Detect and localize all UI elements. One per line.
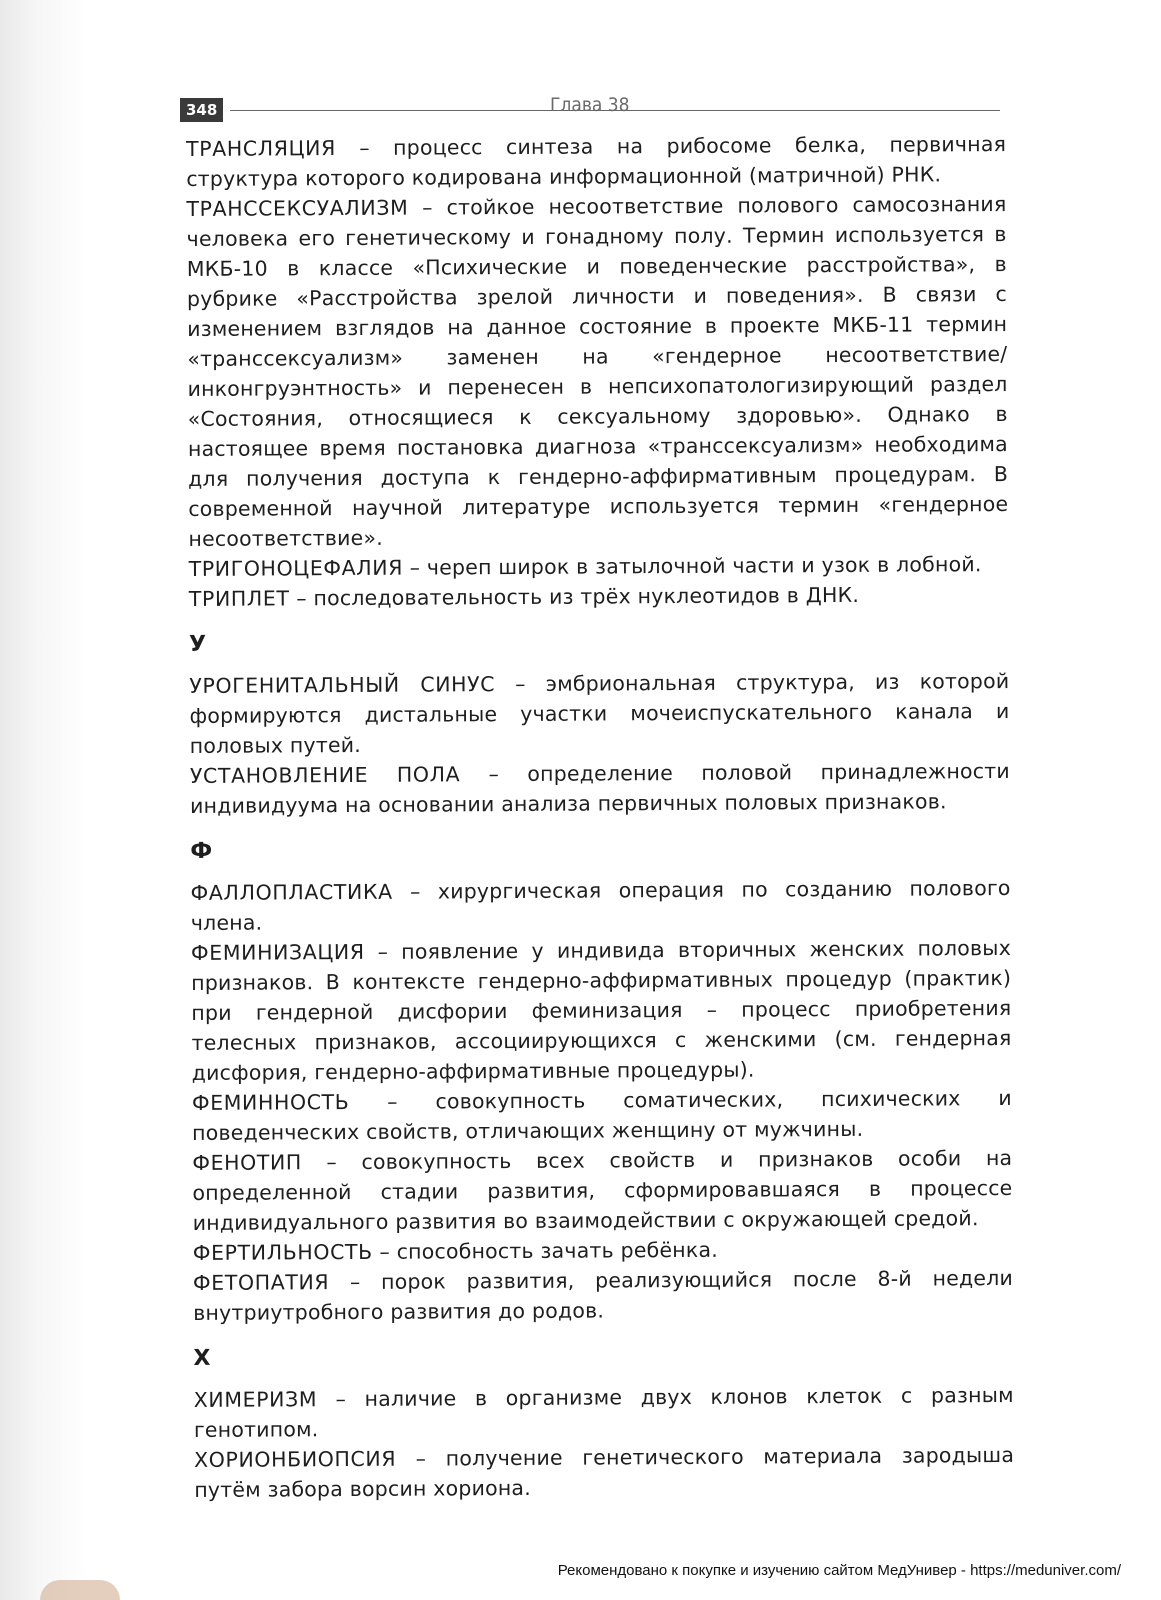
entry-definition: – процесс синтеза на рибосоме белка, первичная структура которого кодирована информационной (матричной) РНК. bbox=[186, 131, 1007, 191]
footer-watermark: Рекомендовано к покупке и изучению сайтом МедУнивер - https://meduniver.com/ bbox=[557, 1562, 1121, 1579]
page-header bbox=[180, 94, 1000, 128]
entry-definition: – порок развития, реализующийся после 8-й недели внутриутробного развития до родов. bbox=[193, 1265, 1014, 1325]
glossary-entry bbox=[193, 1263, 1013, 1328]
glossary-section-f bbox=[190, 834, 1013, 1328]
entry-definition: – хирургическая операция по созданию полового члена. bbox=[190, 875, 1011, 935]
entry-term: ТРИГОНОЦЕФАЛИЯ bbox=[188, 555, 404, 581]
entry-term: ХИМЕРИЗМ bbox=[193, 1387, 318, 1412]
entry-definition: – череп широк в затылочной части и узок в лобной. bbox=[402, 552, 982, 580]
entry-definition: – совокупность соматических, психических и поведенческих свойств, отличающих женщину от мужчины. bbox=[192, 1085, 1012, 1145]
entry-term: ФАЛЛОПЛАСТИКА bbox=[190, 879, 393, 905]
entry-term: ФЕМИННОСТЬ bbox=[191, 1090, 350, 1115]
glossary-entry bbox=[186, 129, 1006, 194]
glossary-section-u bbox=[189, 627, 1010, 821]
entry-definition: – стойкое несоответствие полового самосознания человека его генетическому и гонадному полу. Термин используется в МКБ-10 в классе «Психические и поведенческие расстройства», в рубрике «Расстройства зрелой личности и поведения». В связи с изменением взглядов на данное состояние в проекте МКБ-11 термин «транссексуализм» заменен на «гендерное несоответствие/инконгруэнтность» и перенесен в непсихопатологизирующий раздел «Состояния, относящиеся к сексуальному здоровью». Однако в настоящее время постановка диагноза «транссексуализм» необходима для получения доступа к гендерно-аффирмативным процедурам. В современной научной литературе используется термин «гендерное несоответствие». bbox=[186, 191, 1009, 551]
section-letter: У bbox=[189, 631, 207, 657]
glossary-entry bbox=[194, 1440, 1014, 1505]
entry-definition: – получение генетического материала зародыша путём забора ворсин хориона. bbox=[194, 1442, 1015, 1502]
glossary-entry bbox=[190, 756, 1010, 821]
glossary-entry bbox=[192, 1143, 1013, 1238]
entry-term: ТРАНСЛЯЦИЯ bbox=[186, 136, 336, 161]
page-number: 348 bbox=[180, 98, 223, 122]
glossary-entry bbox=[189, 579, 1009, 614]
glossary-entry bbox=[186, 189, 1008, 554]
entry-definition: – определение половой принадлежности индивидуума на основании анализа первичных половых признаков. bbox=[190, 758, 1010, 818]
entry-term: ТРИПЛЕТ bbox=[188, 586, 290, 611]
entry-term: ФЕТОПАТИЯ bbox=[192, 1270, 330, 1295]
glossary-content bbox=[186, 129, 1014, 1505]
glossary-section-h bbox=[193, 1341, 1014, 1505]
glossary-entry bbox=[192, 1083, 1012, 1148]
glossary-entries-intro bbox=[186, 129, 1009, 614]
entry-definition: – способность зачать ребёнка. bbox=[372, 1237, 718, 1264]
entry-definition: – последовательность из трёх нуклеотидов в ДНК. bbox=[289, 582, 860, 611]
entry-term: ТРАНССЕКСУАЛИЗМ bbox=[186, 195, 409, 221]
entry-term: УСТАНОВЛЕНИЕ ПОЛА bbox=[189, 762, 461, 788]
glossary-entry bbox=[191, 873, 1011, 938]
glossary-entry bbox=[189, 549, 1009, 584]
entry-term: ФЕРТИЛЬНОСТЬ bbox=[192, 1239, 373, 1265]
entry-term: УРОГЕНИТАЛЬНЫЙ СИНУС bbox=[189, 672, 496, 698]
entry-term: ХОРИОНБИОПСИЯ bbox=[194, 1446, 397, 1472]
glossary-entry bbox=[194, 1380, 1014, 1445]
entry-term: ФЕНОТИП bbox=[192, 1150, 302, 1175]
glossary-entry bbox=[191, 933, 1012, 1088]
entry-definition: – появление у индивида вторичных женских половых признаков. В контексте гендерно-аффирмативных процедур (практик) при гендерной дисфории феминизация – процесс приобретения телесных признаков, ассоциирующихся с женскими (см. гендерная дисфория, гендерно-аффирмативные процедуры). bbox=[191, 935, 1012, 1085]
entry-definition: – совокупность всех свойств и признаков особи на определенной стадии развития, сформировавшаяся в процессе индивидуального развития во взаимодействии с окружающей средой. bbox=[192, 1145, 1013, 1235]
section-letter: Х bbox=[193, 1345, 211, 1371]
section-letter: Ф bbox=[190, 838, 213, 864]
chapter-title: Глава 38 bbox=[550, 94, 630, 116]
glossary-entry bbox=[189, 666, 1010, 761]
entry-term: ФЕМИНИЗАЦИЯ bbox=[190, 939, 365, 965]
entry-definition: – наличие в организме двух клонов клеток с разным генотипом. bbox=[193, 1382, 1014, 1442]
scan-finger-shadow bbox=[40, 1580, 120, 1600]
entry-definition: – эмбриональная структура, из которой формируются дистальные участки мочеиспускательного канала и половых путей. bbox=[189, 668, 1010, 758]
